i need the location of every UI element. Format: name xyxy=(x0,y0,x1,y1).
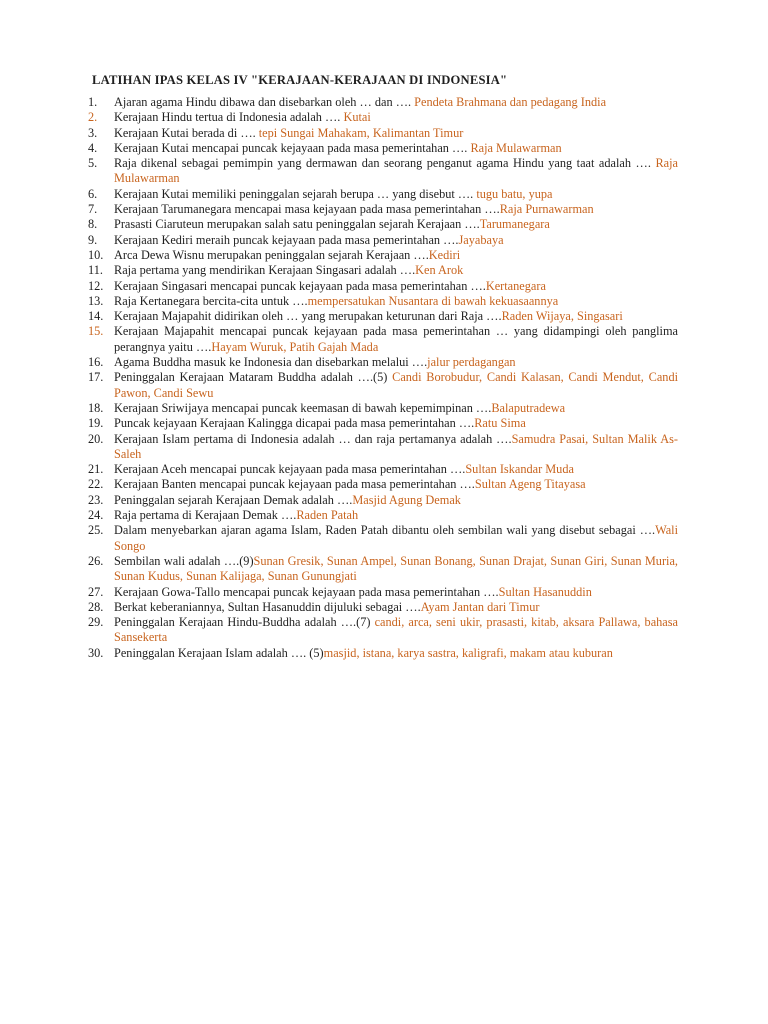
item-number: 20. xyxy=(88,431,104,446)
question-text: Peninggalan Kerajaan Hindu-Buddha adalah ….(7) xyxy=(114,615,375,630)
item-number: 16. xyxy=(88,355,104,370)
item-number: 7. xyxy=(88,202,98,217)
question-list xyxy=(88,95,678,661)
answer-text: Kutai xyxy=(343,110,371,125)
answer-text: masjid, istana, karya sastra, kaligrafi, makam atau kuburan xyxy=(323,645,613,660)
list-item xyxy=(88,585,678,600)
answer-text: Ayam Jantan dari Timur xyxy=(420,599,540,614)
question-text: Berkat keberaniannya, Sultan Hasanuddin dijuluki sebagai …. xyxy=(114,599,421,614)
answer-text: Masjid Agung Demak xyxy=(352,492,461,507)
item-number: 12. xyxy=(88,278,104,293)
answer-text: Balaputradewa xyxy=(491,400,566,415)
list-item xyxy=(88,416,678,431)
question-text: Kerajaan Tarumanegara mencapai masa kejayaan pada masa pemerintahan …. xyxy=(114,202,500,217)
question-text: Raja pertama yang mendirikan Kerajaan Singasari adalah …. xyxy=(114,263,416,278)
list-item xyxy=(88,110,678,125)
list-item xyxy=(88,294,678,309)
question-text: Agama Buddha masuk ke Indonesia dan disebarkan melalui …. xyxy=(114,355,428,370)
list-item xyxy=(88,401,678,416)
question-text: Puncak kejayaan Kerajaan Kalingga dicapai pada masa pemerintahan …. xyxy=(114,416,475,431)
list-item xyxy=(88,248,678,263)
answer-text: Ken Arok xyxy=(415,263,464,278)
answer-text: Sultan Hasanuddin xyxy=(498,584,592,599)
question-text: Kerajaan Majapahit didirikan oleh … yang merupakan keturunan dari Raja …. xyxy=(114,309,502,324)
list-item xyxy=(88,355,678,370)
item-number: 2. xyxy=(88,110,98,125)
question-text: Ajaran agama Hindu dibawa dan disebarkan oleh … dan …. xyxy=(114,95,415,109)
item-number: 23. xyxy=(88,492,104,507)
item-number: 5. xyxy=(88,156,98,171)
list-item xyxy=(88,279,678,294)
question-text: Kerajaan Majapahit mencapai puncak kejayaan pada masa pemerintahan … yang didampingi oleh panglima perangnya yaitu …. xyxy=(114,324,678,354)
answer-text: Sultan Iskandar Muda xyxy=(465,462,574,477)
question-text: Arca Dewa Wisnu merupakan peninggalan sejarah Kerajaan …. xyxy=(114,247,429,262)
list-item xyxy=(88,324,678,355)
list-item xyxy=(88,508,678,523)
list-item xyxy=(88,554,678,585)
question-text: Peninggalan Kerajaan Islam adalah …. (5) xyxy=(114,645,324,660)
item-number: 26. xyxy=(88,553,104,568)
item-number: 22. xyxy=(88,477,104,492)
answer-text: Wali Songo xyxy=(114,523,678,553)
question-text: Peninggalan Kerajaan Mataram Buddha adalah ….(5) xyxy=(114,370,393,385)
list-item xyxy=(88,615,678,646)
item-number: 13. xyxy=(88,293,104,308)
answer-text: Ratu Sima xyxy=(474,416,526,431)
list-item xyxy=(88,600,678,615)
item-number: 15. xyxy=(88,324,104,339)
list-item xyxy=(88,462,678,477)
list-item xyxy=(88,493,678,508)
item-number: 6. xyxy=(88,186,98,201)
question-text: Kerajaan Kutai berada di …. xyxy=(114,125,259,140)
list-item xyxy=(88,370,678,401)
question-text: Kerajaan Banten mencapai puncak kejayaan pada masa pemerintahan …. xyxy=(114,477,475,492)
item-number: 21. xyxy=(88,462,104,477)
answer-text: Raja Mulawarman xyxy=(114,156,678,186)
answer-text: Kertanegara xyxy=(485,278,546,293)
question-text: Kerajaan Kutai memiliki peninggalan sejarah berupa … yang disebut …. xyxy=(114,186,477,201)
answer-text: candi, arca, seni ukir, prasasti, kitab, aksara Pallawa, bahasa Sansekerta xyxy=(114,615,679,645)
question-text: Raja dikenal sebagai pemimpin yang dermawan dan seorang penganut agama Hindu yang taat adalah …. xyxy=(114,156,656,171)
question-text: Kerajaan Hindu tertua di Indonesia adalah …. xyxy=(114,110,344,125)
answer-text: Raja Purnawarman xyxy=(499,202,594,217)
question-text: Kerajaan Singasari mencapai puncak kejayaan pada masa pemerintahan …. xyxy=(114,278,486,293)
answer-text: tepi Sungai Mahakam, Kalimantan Timur xyxy=(258,125,464,140)
list-item xyxy=(88,432,678,463)
item-number: 29. xyxy=(88,615,104,630)
answer-text: Pendeta Brahmana dan pedagang India xyxy=(414,95,607,109)
answer-text: Raden Patah xyxy=(296,508,359,523)
question-text: Kerajaan Kediri meraih puncak kejayaan pada masa pemerintahan …. xyxy=(114,232,459,247)
question-text: Raja pertama di Kerajaan Demak …. xyxy=(114,508,297,523)
item-number: 14. xyxy=(88,309,104,324)
answer-text: Raden Wijaya, Singasari xyxy=(501,309,623,324)
item-number: 19. xyxy=(88,416,104,431)
item-number: 8. xyxy=(88,217,98,232)
item-number: 3. xyxy=(88,125,98,140)
question-text: Kerajaan Sriwijaya mencapai puncak keemasan di bawah kepemimpinan …. xyxy=(114,400,492,415)
answer-text: tugu batu, yupa xyxy=(476,186,553,201)
item-number: 24. xyxy=(88,508,104,523)
list-item xyxy=(88,141,678,156)
item-number: 17. xyxy=(88,370,104,385)
question-text: Kerajaan Islam pertama di Indonesia adalah … dan raja pertamanya adalah …. xyxy=(114,431,512,446)
list-item xyxy=(88,217,678,232)
question-text: Kerajaan Gowa-Tallo mencapai puncak kejayaan pada masa pemerintahan …. xyxy=(114,584,499,599)
question-text: Dalam menyebarkan ajaran agama Islam, Raden Patah dibantu oleh sembilan wali yang disebut sebagai …. xyxy=(114,523,656,538)
list-item xyxy=(88,646,678,661)
answer-text: Sunan Gresik, Sunan Ampel, Sunan Bonang, Sunan Drajat, Sunan Giri, Sunan Muria, Sunan Kudus, Sunan Kalijaga, Sunan Gunungjati xyxy=(114,553,678,584)
question-text: Prasasti Ciaruteun merupakan salah satu peninggalan sejarah Kerajaan …. xyxy=(114,217,480,232)
question-text: Peninggalan sejarah Kerajaan Demak adalah …. xyxy=(114,492,353,507)
answer-text: mempersatukan Nusantara di bawah kekuasaannya xyxy=(307,293,559,308)
list-item xyxy=(88,202,678,217)
question-text: Kerajaan Kutai mencapai puncak kejayaan pada masa pemerintahan …. xyxy=(114,140,471,155)
question-text: Raja Kertanegara bercita-cita untuk …. xyxy=(114,293,308,308)
item-number: 10. xyxy=(88,247,104,262)
question-text: Sembilan wali adalah ….(9) xyxy=(114,553,254,568)
answer-text: Candi Borobudur, Candi Kalasan, Candi Mendut, Candi Pawon, Candi Sewu xyxy=(114,370,679,400)
list-item xyxy=(88,233,678,248)
answer-text: Jayabaya xyxy=(458,232,504,247)
item-number: 1. xyxy=(88,95,98,109)
document-title: LATIHAN IPAS KELAS IV "KERAJAAN-KERAJAAN DI INDONESIA" xyxy=(92,73,508,87)
list-item xyxy=(88,477,678,492)
question-text: Kerajaan Aceh mencapai puncak kejayaan pada masa pemerintahan …. xyxy=(114,462,466,477)
item-number: 18. xyxy=(88,400,104,415)
list-item xyxy=(88,156,678,187)
list-item xyxy=(88,187,678,202)
list-item xyxy=(88,309,678,324)
item-number: 27. xyxy=(88,584,104,599)
answer-text: Kediri xyxy=(428,247,461,262)
item-number: 11. xyxy=(88,263,103,278)
item-number: 9. xyxy=(88,232,98,247)
item-number: 4. xyxy=(88,140,98,155)
answer-text: Hayam Wuruk, Patih Gajah Mada xyxy=(211,339,379,354)
item-number: 25. xyxy=(88,523,104,538)
answer-text: Tarumanegara xyxy=(479,217,550,232)
answer-text: jalur perdagangan xyxy=(427,355,516,370)
item-number: 28. xyxy=(88,599,104,614)
list-item xyxy=(88,126,678,141)
item-number: 30. xyxy=(88,645,104,660)
answer-text: Samudra Pasai, Sultan Malik As-Saleh xyxy=(114,431,679,461)
answer-text: Sultan Ageng Titayasa xyxy=(474,477,586,492)
list-item xyxy=(88,263,678,278)
list-item xyxy=(88,523,678,554)
answer-text: Raja Mulawarman xyxy=(470,140,562,155)
list-item xyxy=(88,95,678,110)
